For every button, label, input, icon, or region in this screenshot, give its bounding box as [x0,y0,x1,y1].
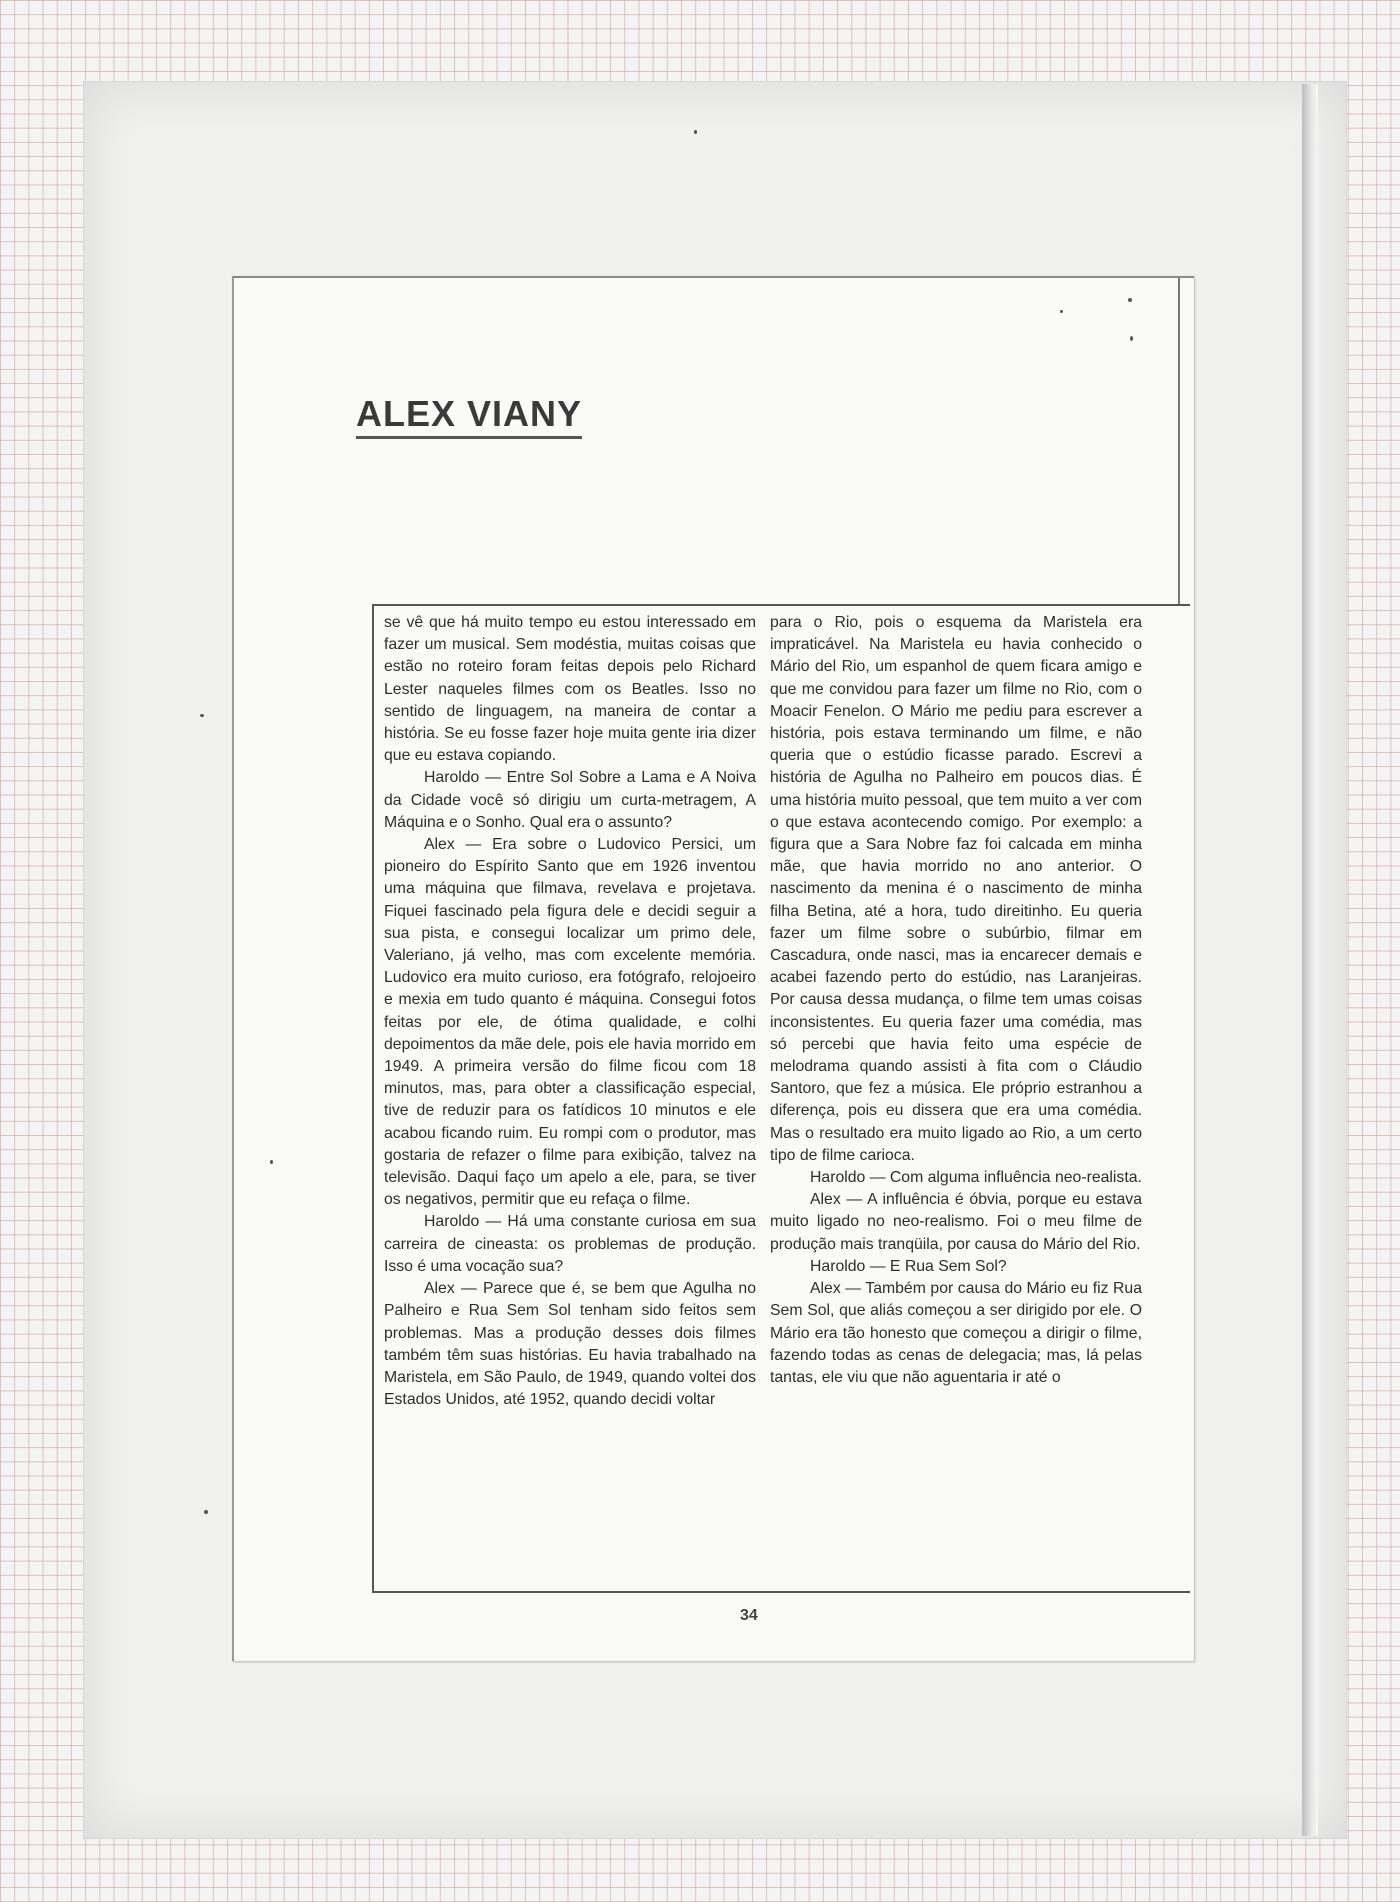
paragraph: Haroldo — Há uma constante curiosa em sua carreira de cineasta: os problemas de produção. Isso é uma vocação sua? [384,1213,756,1275]
scan-speck [1130,336,1133,341]
left-column [384,612,756,1411]
paragraph: Haroldo — Com alguma influência neo-realista. [810,1169,1142,1187]
paragraph: Alex — Também por causa do Mário eu fiz Rua Sem Sol, que aliás começou a ser dirigido por ele. O Mário era tão honesto que começou a dirigir o filme, fazendo todas as cenas de delegacia; mas, lá pelas tantas, ele viu que não aguentaria ir até o [770,1280,1142,1386]
right-column [770,612,1142,1389]
scan-speck [270,1160,273,1164]
paragraph: se vê que há muito tempo eu estou interessado em fazer um musical. Sem modéstia, muitas coisas que estão no roteiro foram feitas depois pelo Richard Lester naqueles filmes com os Beatles. Isso no sentido de linguagem, na maneira de contar a história. Se eu fosse fazer hoje muita gente iria dizer que eu estava copiando. [384,614,756,765]
scan-speck [1060,310,1063,313]
scan-speck [200,714,204,717]
page-right-rule [1178,278,1180,604]
paragraph: Alex — A influência é óbvia, porque eu estava muito ligado no neo-realismo. Foi o meu filme de produção mais tranqüila, por causa do Mário del Rio. [770,1191,1142,1253]
page-number: 34 [740,1607,758,1624]
article-text-box [372,604,1190,1593]
paragraph: Alex — Parece que é, se bem que Agulha no Palheiro e Rua Sem Sol tenham sido feitos sem problemas. Mas a produção desses dois filmes também têm suas histórias. Eu havia trabalhado na Maristela, em São Paulo, de 1949, quando voltei dos Estados Unidos, até 1952, quando decidi voltar [384,1280,756,1409]
paragraph: para o Rio, pois o esquema da Maristela era impraticável. Na Maristela eu havia conhecido o Mário del Rio, um espanhol de quem ficara amigo e que me convidou para fazer um filme no Rio, com o Moacir Fenelon. O Mário me pediu para escrever a história, pois estava terminando um filme, e não queria que o estúdio ficasse parado. Escrevi a história de Agulha no Palheiro em poucos dias. É uma história muito pessoal, que tem muito a ver com o que estava acontecendo comigo. Por exemplo: a figura que a Sara Nobre faz foi calcada em minha mãe, que havia morrido no ano anterior. O nascimento da menina é o nascimento de minha filha Betina, até a hora, tudo direitinho. Eu queria fazer um filme sobre o subúrbio, filmar em Cascadura, onde nasci, mas ia encarecer demais e acabei fazendo perto do estúdio, nas Laranjeiras. Por causa dessa mudança, o filme tem umas coisas inconsistentes. Eu queria fazer uma comédia, mas só percebi que havia feito uma espécie de melodrama quando assisti à fita com o Cláudio Santoro, que fez a música. Ele próprio estranhou a diferença, pois eu dissera que era uma comédia. Mas o resultado era muito ligado ao Rio, a um certo tipo de filme carioca. [770,614,1142,1164]
scan-speck [204,1510,208,1514]
paragraph: Alex — Era sobre o Ludovico Persici, um pioneiro do Espírito Santo que em 1926 inventou uma máquina que filmava, revelava e projetava. Fiquei fascinado pela figura dele e decidi seguir a sua pista, e consegui localizar um primo dele, Valeriano, já velho, mas com excelente memória. Ludovico era muito curioso, era fotógrafo, relojoeiro e mexia em tudo quanto é máquina. Consegui fotos feitas por ele, de ótima qualidade, e colhi depoimentos da mãe dele, pois ele havia morrido em 1949. A primeira versão do filme ficou com 18 minutos, mas, para obter a classificação especial, tive de reduzir para os fatídicos 10 minutos e ele acabou ficando ruim. Eu rompi com o produtor, mas gostaria de refazer o filme para exibição, talvez na televisão. Daqui faço um apelo a ele, para, se tiver os negativos, permitir que eu refaça o filme. [384,836,756,1209]
paragraph: Haroldo — Entre Sol Sobre a Lama e A Noiva da Cidade você só dirigiu um curta-metragem, A Máquina e o Sonho. Qual era o assunto? [384,769,756,831]
article-title: ALEX VIANY [356,394,582,439]
sheet-edge-shadow [1302,84,1318,1836]
scan-speck [694,130,697,134]
paragraph: Haroldo — E Rua Sem Sol? [810,1257,1007,1275]
scan-speck [1128,298,1132,302]
